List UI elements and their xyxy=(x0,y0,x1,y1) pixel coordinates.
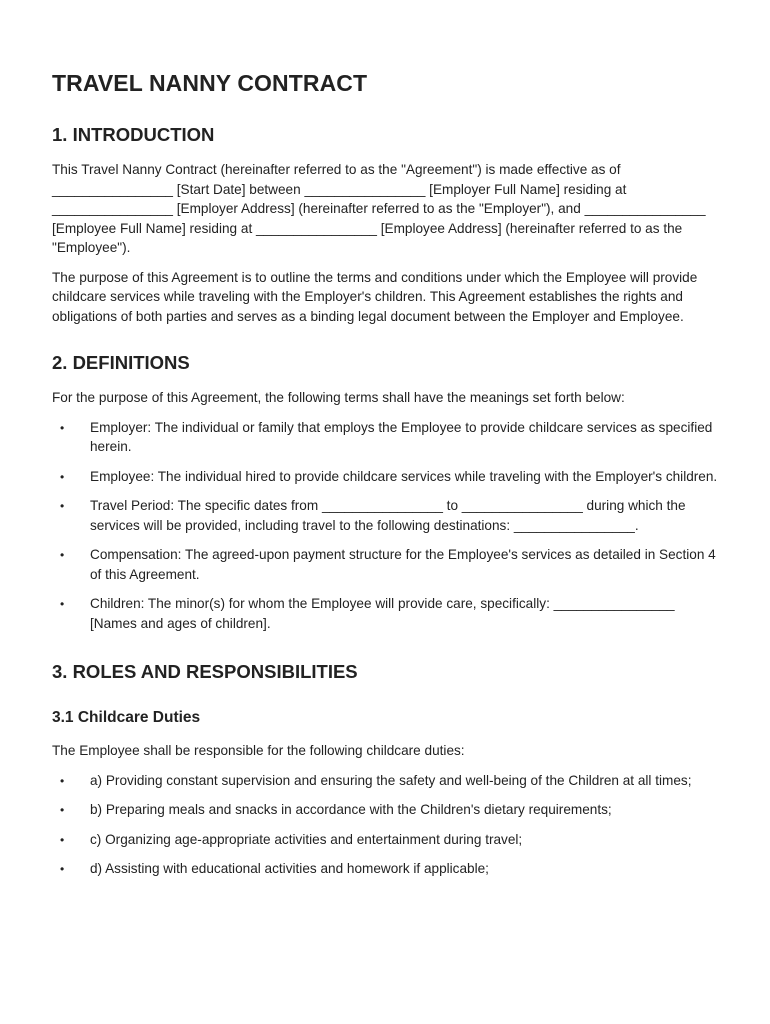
definitions-intro: For the purpose of this Agreement, the following terms shall have the meanings set forth below: xyxy=(52,390,625,405)
list-item-text: Travel Period: The specific dates from ________________ to ________________ during which the services will be provided, including travel to the following destinations: ________________. xyxy=(90,498,686,533)
section-heading: 2. DEFINITIONS xyxy=(52,352,190,373)
bullet-icon: • xyxy=(60,803,65,817)
list-item-text: Employee: The individual hired to provide childcare services while traveling with the Employer's children. xyxy=(90,468,718,484)
list-item xyxy=(52,859,718,879)
section-roles xyxy=(52,661,718,879)
section-definitions xyxy=(52,352,718,633)
list-item xyxy=(52,771,718,791)
list-item xyxy=(52,496,718,535)
bullet-icon: • xyxy=(60,548,65,562)
bullet-icon: • xyxy=(60,832,65,847)
subsection-childcare-duties xyxy=(52,709,718,879)
list-item xyxy=(52,545,718,584)
list-item xyxy=(52,418,718,457)
list-item xyxy=(52,594,718,633)
bullet-icon: • xyxy=(60,773,65,788)
document-title: TRAVEL NANNY CONTRACT xyxy=(52,70,368,96)
list-item-text: a) Providing constant supervision and ensuring the safety and well-being of the Children at all times; xyxy=(90,772,692,788)
bullet-icon: • xyxy=(60,469,65,484)
list-item xyxy=(52,467,718,487)
list-item xyxy=(52,800,718,820)
list-item-text: Compensation: The agreed-upon payment structure for the Employee's services as detailed in Section 4 of this Agreement. xyxy=(90,547,716,582)
list-item-text: c) Organizing age-appropriate activities and entertainment during travel; xyxy=(90,831,523,847)
list-item-text: Children: The minor(s) for whom the Employee will provide care, specifically: ________________ [Names and ages of children]. xyxy=(90,596,675,631)
subsection-heading: 3.1 Childcare Duties xyxy=(52,709,201,726)
list-item-text: d) Assisting with educational activities and homework if applicable; xyxy=(90,861,489,876)
duties-intro: The Employee shall be responsible for the following childcare duties: xyxy=(52,743,465,758)
intro-paragraph: This Travel Nanny Contract (hereinafter referred to as the "Agreement") is made effective as of ________________ [Start Date] between ________________ [Employer Full Name] residing at ________________ [Employer Address] (hereinafter referred to as the "Employer"), and ________________ [Employee Full Name] residing at ________________ [Employee Address] (hereinafter referred to as the "Employee"). xyxy=(52,162,706,255)
duties-list xyxy=(52,771,718,879)
purpose-paragraph: The purpose of this Agreement is to outline the terms and conditions under which the Employee will provide childcare services while traveling with the Employer's children. This Agreement establishes the rights and obligations of both parties and serves as a binding legal document between the Employer and Employee. xyxy=(52,269,698,324)
bullet-icon: • xyxy=(60,597,65,611)
bullet-icon: • xyxy=(60,420,65,435)
bullet-icon: • xyxy=(60,862,65,876)
list-item xyxy=(52,830,718,850)
section-heading: 3. ROLES AND RESPONSIBILITIES xyxy=(52,661,358,682)
list-item-text: Employer: The individual or family that employs the Employee to provide childcare services as specified herein. xyxy=(90,419,713,454)
section-introduction xyxy=(52,124,718,326)
bullet-icon: • xyxy=(60,499,65,513)
definitions-list xyxy=(52,418,718,634)
section-heading: 1. INTRODUCTION xyxy=(52,124,215,145)
list-item-text: b) Preparing meals and snacks in accordance with the Children's dietary requirements; xyxy=(90,802,612,817)
